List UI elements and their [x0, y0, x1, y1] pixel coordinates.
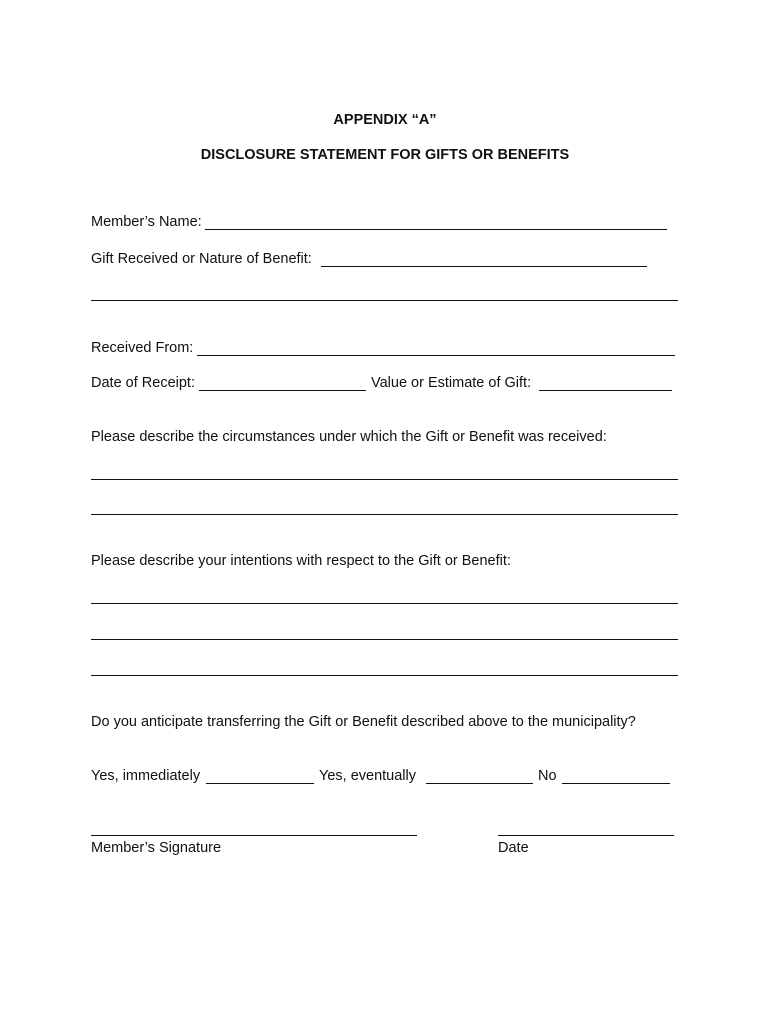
date-signature-field[interactable]: [498, 835, 674, 836]
intentions-answer-line-3[interactable]: [91, 675, 678, 676]
date-of-receipt-field[interactable]: [199, 390, 366, 391]
date-signature-label: Date: [498, 840, 529, 856]
member-name-field[interactable]: [205, 229, 667, 230]
circumstances-answer-line-2[interactable]: [91, 514, 678, 515]
gift-received-field-continued[interactable]: [91, 300, 678, 301]
document-title: DISCLOSURE STATEMENT FOR GIFTS OR BENEFITS: [200, 147, 570, 163]
option-yes-eventually-field[interactable]: [426, 783, 533, 784]
gift-received-label: Gift Received or Nature of Benefit:: [91, 251, 312, 267]
date-of-receipt-label: Date of Receipt:: [91, 375, 195, 391]
gift-received-field[interactable]: [321, 266, 647, 267]
intentions-question: Please describe your intentions with respect to the Gift or Benefit:: [91, 553, 511, 569]
value-field[interactable]: [539, 390, 672, 391]
member-signature-label: Member’s Signature: [91, 840, 222, 856]
option-yes-eventually-label: Yes, eventually: [319, 768, 417, 784]
option-yes-immediately-field[interactable]: [206, 783, 314, 784]
transfer-question: Do you anticipate transferring the Gift or Benefit described above to the municipality?: [91, 714, 636, 730]
option-no-label: No: [538, 768, 557, 784]
appendix-heading: APPENDIX “A”: [333, 112, 437, 128]
circumstances-question: Please describe the circumstances under which the Gift or Benefit was received:: [91, 429, 607, 445]
received-from-label: Received From:: [91, 340, 194, 356]
option-yes-immediately-label: Yes, immediately: [91, 768, 201, 784]
value-label: Value or Estimate of Gift:: [371, 375, 532, 391]
intentions-answer-line-1[interactable]: [91, 603, 678, 604]
circumstances-answer-line-1[interactable]: [91, 479, 678, 480]
option-no-field[interactable]: [562, 783, 670, 784]
member-name-label: Member’s Name:: [91, 214, 202, 230]
member-signature-field[interactable]: [91, 835, 417, 836]
intentions-answer-line-2[interactable]: [91, 639, 678, 640]
received-from-field[interactable]: [197, 355, 675, 356]
